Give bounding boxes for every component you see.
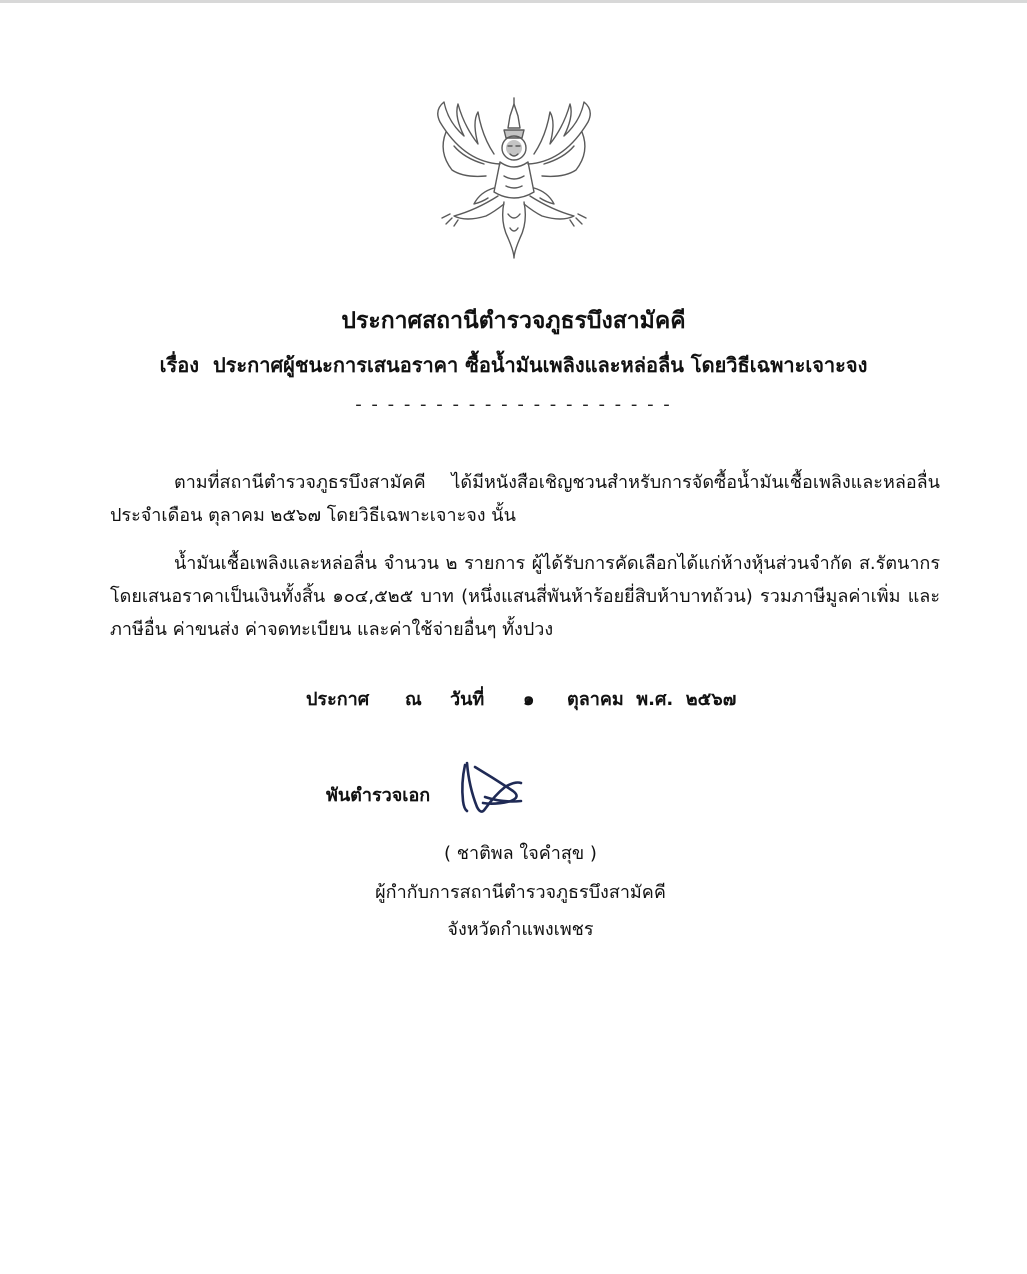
garuda-emblem-icon [424,92,604,262]
signer-name: ( ชาติพล ใจคำสุข ) [444,843,597,864]
body-paragraph-1: ตามที่สถานีตำรวจภูธรบึงสามัคคี ได้มีหนังสือเชิญชวนสำหรับการจัดซื้อน้ำมันเชื้อเพลิงและหล่อลื่น ประจำเดือน ตุลาคม ๒๕๖๗ โดยวิธีเฉพาะเจาะจง นั้น [110,472,940,526]
announce-year: ๒๕๖๗ [685,689,737,710]
signer-province: จังหวัดกำแพงเพชร [447,919,594,940]
announcement-date-line [306,684,736,713]
signer-position: ผู้กำกับการสถานีตำรวจภูธรบึงสามัคคี [375,882,666,903]
announce-day: ๑ [523,689,535,710]
page-top-edge [0,0,1027,3]
announce-month: ตุลาคม [567,689,624,710]
body-paragraph-2: น้ำมันเชื้อเพลิงและหล่อลื่น จำนวน ๒ รายการ ผู้ได้รับการคัดเลือกได้แก่ห้างหุ้นส่วนจำกัด ส.รัตนากร โดยเสนอราคาเป็นเงินทั้งสิ้น ๑๐๔,๕๒๕ บาท (หนึ่งแสนสี่พันห้าร้อยยี่สิบห้าบาทถ้วน) รวมภาษีมูลค่าเพิ่ม และภาษีอื่น ค่าขนส่ง ค่าจดทะเบียน และค่าใช้จ่ายอื่นๆ ทั้งปวง [110,553,940,640]
subject-text: ประกาศผู้ชนะการเสนอราคา ซื้อน้ำมันเพลิงและหล่อลื่น โดยวิธีเฉพาะเจาะจง [212,353,868,377]
announce-at: ณ [405,689,422,710]
announce-day-label: วันที่ [450,689,485,710]
announcement-subject [0,349,1027,381]
title-divider: - - - - - - - - - - - - - - - - - - - - [355,394,672,415]
handwritten-signature [455,757,530,823]
announce-era: พ.ศ. [636,689,674,710]
subject-label: เรื่อง [159,353,199,377]
announce-word: ประกาศ [306,689,370,710]
announcement-title: ประกาศสถานีตำรวจภูธรบึงสามัคคี [341,308,686,334]
signer-rank: พันตำรวจเอก [326,785,431,806]
